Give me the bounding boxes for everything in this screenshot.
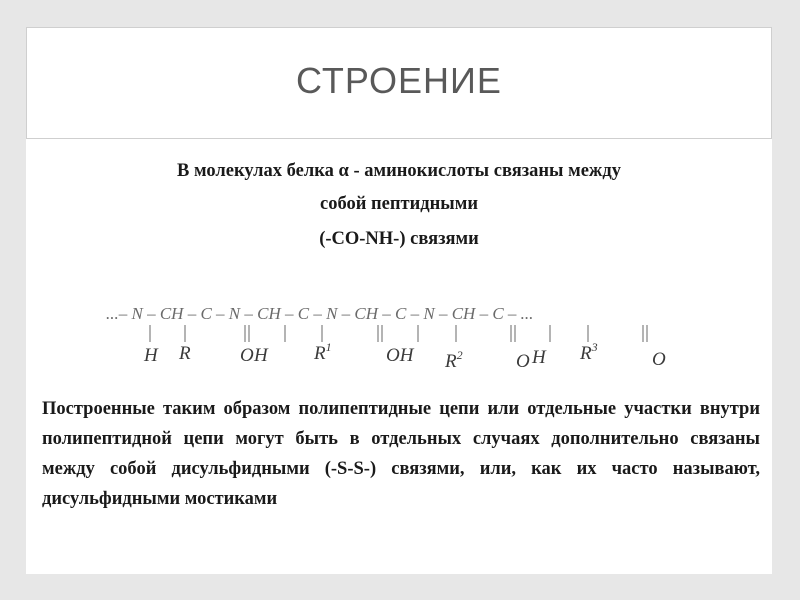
substituent-o4: O	[652, 349, 666, 370]
slide-title: СТРОЕНИЕ	[296, 60, 502, 101]
substituent-r2-letter: R	[445, 351, 457, 372]
substituent-r1-letter: R	[314, 343, 326, 364]
intro-line-1: В молекулах белка α - аминокислоты связаны между	[177, 161, 621, 181]
substituent-o3: O	[516, 351, 530, 372]
substituent-o2: OH	[386, 345, 414, 366]
substituent-r2	[444, 348, 463, 372]
substituent-r1-sup: 1	[325, 340, 332, 354]
substituent-r3-sup: 3	[591, 340, 598, 354]
peptide-chain-formula	[96, 287, 736, 382]
substituent-r2-sup: 2	[456, 348, 463, 362]
substituent-h2: H	[254, 345, 268, 366]
title-frame	[26, 27, 772, 139]
substituent-h3: H	[532, 347, 546, 368]
substituent-r1	[313, 340, 332, 364]
bond-lines	[150, 325, 647, 342]
substituent-h: H	[144, 345, 158, 366]
intro-line-2: собой пептидными	[320, 194, 478, 214]
substituent-r: R	[179, 343, 191, 364]
substituent-r3	[579, 340, 598, 364]
substituent-r3-letter: R	[580, 343, 592, 364]
peptide-chain-backbone: ...– N – CH – C – N – CH – C – N – CH – C – N – CH – C – ...	[106, 304, 534, 323]
intro-line-3: (-CO-NH-) связями	[319, 229, 479, 249]
substituent-o1: O	[240, 345, 254, 366]
slide-content	[26, 139, 772, 574]
body-paragraph: Построенные таким образом полипептидные цепи или отдельные участки внутри полипептидной цепи могут быть в отдельных случаях дополнительно связаны между собой дисульфидными (-S-S-) связями, или, как их часто называют, дисульфидными мостиками	[42, 399, 760, 509]
